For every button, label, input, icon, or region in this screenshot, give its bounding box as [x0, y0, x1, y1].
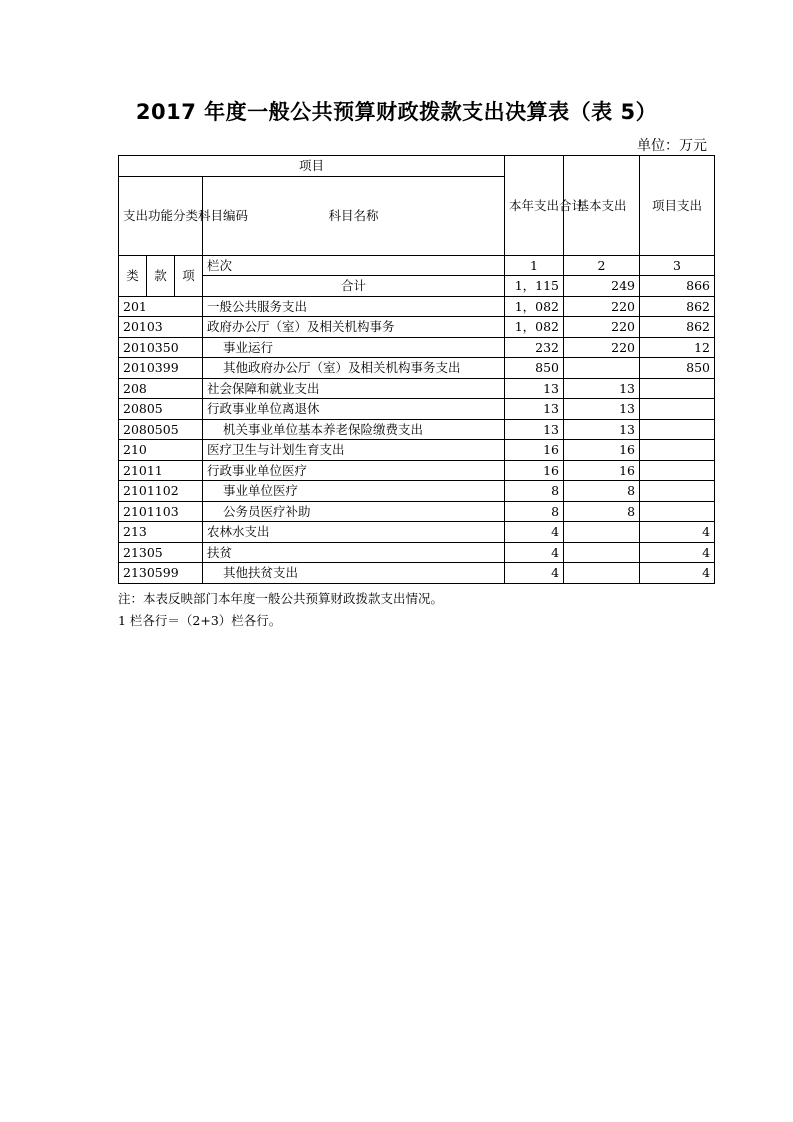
header-basic: 基本支出 [564, 156, 640, 256]
row-total: 4 [505, 542, 564, 563]
row-project: 850 [640, 358, 715, 379]
row-total: 232 [505, 337, 564, 358]
header-xiang: 项 [175, 255, 203, 296]
table-row [119, 440, 715, 461]
row-project [640, 440, 715, 461]
unit-label: 单位：万元 [637, 138, 707, 154]
row-total: 16 [505, 440, 564, 461]
row-total: 1，082 [505, 296, 564, 317]
row-project: 12 [640, 337, 715, 358]
row-basic: 16 [564, 440, 640, 461]
table-row [119, 522, 715, 543]
row-code: 2101102 [119, 481, 203, 502]
row-total: 8 [505, 501, 564, 522]
header-subject-name: 科目名称 [203, 176, 505, 255]
total-sum: 1，115 [505, 276, 564, 297]
row-code: 208 [119, 378, 203, 399]
row-subject-name: 公务员医疗补助 [203, 501, 505, 522]
row-subject-name: 扶贫 [203, 542, 505, 563]
row-basic: 220 [564, 296, 640, 317]
row-project: 4 [640, 563, 715, 584]
row-project: 4 [640, 522, 715, 543]
header-project-expense: 项目支出 [640, 156, 715, 256]
row-total: 13 [505, 378, 564, 399]
row-total: 13 [505, 399, 564, 420]
row-subject-name: 政府办公厅（室）及相关机构事务 [203, 317, 505, 338]
table-row [119, 337, 715, 358]
note-line-2: 1 栏各行＝（2+3）栏各行。 [118, 613, 282, 628]
row-subject-name: 农林水支出 [203, 522, 505, 543]
row-code: 210 [119, 440, 203, 461]
row-subject-name: 其他政府办公厅（室）及相关机构事务支出 [203, 358, 505, 379]
table-row [119, 317, 715, 338]
row-code: 20805 [119, 399, 203, 420]
row-basic [564, 563, 640, 584]
total-label: 合计 [203, 276, 505, 297]
row-total: 13 [505, 419, 564, 440]
header-row-1 [119, 156, 715, 177]
row-project [640, 378, 715, 399]
col-num-3: 3 [640, 255, 715, 276]
row-code: 213 [119, 522, 203, 543]
row-code: 2010399 [119, 358, 203, 379]
row-subject-name: 其他扶贫支出 [203, 563, 505, 584]
row-basic: 13 [564, 399, 640, 420]
row-basic: 8 [564, 501, 640, 522]
col-num-1: 1 [505, 255, 564, 276]
header-total: 本年支出合计 [505, 156, 564, 256]
table-row [119, 419, 715, 440]
table-row [119, 542, 715, 563]
header-lei: 类 [119, 255, 147, 296]
row-basic [564, 358, 640, 379]
row-subject-name: 事业单位医疗 [203, 481, 505, 502]
row-code: 2130599 [119, 563, 203, 584]
col-num-2: 2 [564, 255, 640, 276]
row-basic: 220 [564, 317, 640, 338]
table-row [119, 358, 715, 379]
table-row [119, 460, 715, 481]
row-project [640, 399, 715, 420]
row-total: 850 [505, 358, 564, 379]
row-project [640, 481, 715, 502]
row-total: 1，082 [505, 317, 564, 338]
row-subject-name: 社会保障和就业支出 [203, 378, 505, 399]
table-row [119, 378, 715, 399]
row-code: 2101103 [119, 501, 203, 522]
header-func-code: 支出功能分类科目编码 [119, 176, 203, 255]
header-kuan: 款 [147, 255, 175, 296]
table-row [119, 501, 715, 522]
row-basic: 220 [564, 337, 640, 358]
row-total: 4 [505, 522, 564, 543]
row-total: 16 [505, 460, 564, 481]
row-project [640, 419, 715, 440]
row-project [640, 460, 715, 481]
row-subject-name: 行政事业单位离退休 [203, 399, 505, 420]
total-basic: 249 [564, 276, 640, 297]
row-subject-name: 事业运行 [203, 337, 505, 358]
table-row [119, 481, 715, 502]
row-code: 20103 [119, 317, 203, 338]
header-row-lanci [119, 255, 715, 276]
header-project: 项目 [119, 156, 505, 177]
row-code: 21305 [119, 542, 203, 563]
row-code: 201 [119, 296, 203, 317]
note-line-1: 注：本表反映部门本年度一般公共预算财政拨款支出情况。 [118, 591, 444, 606]
budget-table [118, 155, 715, 584]
row-code: 2080505 [119, 419, 203, 440]
row-project: 862 [640, 317, 715, 338]
row-basic [564, 522, 640, 543]
row-basic: 13 [564, 378, 640, 399]
row-subject-name: 行政事业单位医疗 [203, 460, 505, 481]
row-code: 21011 [119, 460, 203, 481]
row-basic [564, 542, 640, 563]
table-row [119, 296, 715, 317]
row-project: 862 [640, 296, 715, 317]
header-lanci: 栏次 [203, 255, 505, 276]
row-code: 2010350 [119, 337, 203, 358]
table-row [119, 399, 715, 420]
table-row [119, 563, 715, 584]
row-total: 4 [505, 563, 564, 584]
row-basic: 8 [564, 481, 640, 502]
total-row [119, 276, 715, 297]
notes [118, 588, 443, 632]
row-subject-name: 机关事业单位基本养老保险缴费支出 [203, 419, 505, 440]
row-project [640, 501, 715, 522]
row-subject-name: 医疗卫生与计划生育支出 [203, 440, 505, 461]
row-project: 4 [640, 542, 715, 563]
total-project: 866 [640, 276, 715, 297]
row-subject-name: 一般公共服务支出 [203, 296, 505, 317]
page-title: 2017 年度一般公共预算财政拨款支出决算表（表 5） [135, 100, 658, 124]
row-basic: 13 [564, 419, 640, 440]
row-basic: 16 [564, 460, 640, 481]
row-total: 8 [505, 481, 564, 502]
